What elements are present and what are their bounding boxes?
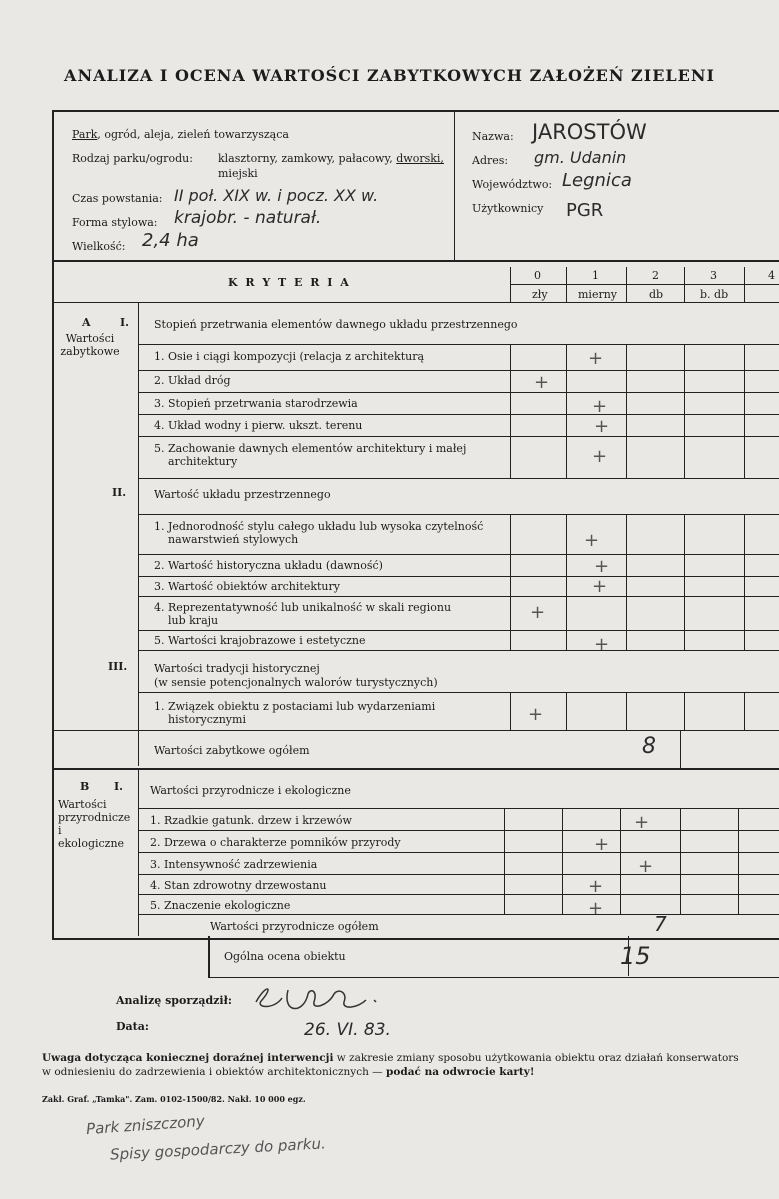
mark-b-3: +: [638, 856, 654, 877]
section-i-title: Stopień przetrwania elementów dawnego układu przestrzennego: [154, 318, 518, 331]
mark-i-1: +: [588, 348, 604, 369]
item-i-1: 1. Osie i ciągi kompozycji (relacja z architekturą: [154, 350, 425, 363]
mark-ii-1: +: [584, 530, 600, 551]
criteria-header: K R Y T E R I A: [228, 276, 351, 289]
score-label-1: mierny: [578, 288, 618, 301]
score-3: 3: [710, 269, 717, 282]
overall-box: [208, 936, 779, 978]
a-total-value: 8: [642, 734, 656, 759]
rodzaj-options-2: miejski: [218, 167, 258, 180]
mark-ii-4: +: [530, 602, 546, 623]
item-i-5: 5. Zachowanie dawnych elementów architektury i małej: [154, 442, 467, 455]
section-a-letter: A: [82, 316, 91, 329]
item-b-4: 4. Stan zdrowotny drzewostanu: [150, 879, 327, 892]
section-a-label: Wartości zabytkowe: [60, 332, 120, 358]
analiza-label: Analizę sporządził:: [116, 994, 232, 1007]
item-ii-2: 2. Wartość historyczna układu (dawność): [154, 559, 383, 572]
item-ii-5: 5. Wartości krajobrazowe i estetyczne: [154, 634, 366, 647]
item-i-5-cont: architektury: [168, 455, 238, 468]
b-total-label: Wartości przyrodnicze ogółem: [210, 920, 379, 933]
item-ii-1: 1. Jednorodność stylu całego układu lub wysoka czytelność: [154, 520, 484, 533]
evaluation-form: [52, 110, 779, 940]
item-b-2: 2. Drzewa o charakterze pomników przyrody: [150, 836, 401, 849]
signature-icon: [248, 980, 388, 1020]
uzytkownicy-value: PGR: [566, 200, 604, 221]
item-i-4: 4. Układ wodny i pierw. ukszt. terenu: [154, 419, 363, 432]
score-label-3: b. db: [700, 288, 729, 301]
note-line-2: Spisy gospodarczy do parku.: [109, 1134, 327, 1164]
nazwa-label: Nazwa:: [472, 130, 514, 143]
section-b-i: I.: [114, 780, 123, 793]
item-b-3: 3. Intensywność zadrzewienia: [150, 858, 318, 871]
a-total-label: Wartości zabytkowe ogółem: [154, 744, 310, 757]
forma-value: krajobr. - naturał.: [174, 208, 322, 228]
score-label-0: zły: [532, 288, 548, 301]
section-ii-title: Wartość układu przestrzennego: [154, 488, 331, 501]
form-title: ANALIZA I OCENA WARTOŚCI ZABYTKOWYCH ZAŁOŻEŃ ZIELENI: [64, 66, 715, 85]
mark-ii-5: +: [594, 634, 610, 655]
overall-label: Ogólna ocena obiektu: [224, 950, 346, 963]
mark-i-2: +: [534, 372, 550, 393]
park-type-label: Park, ogród, aleja, zieleń towarzysząca: [72, 128, 289, 141]
mark-b-4: +: [588, 876, 604, 897]
adres-value: gm. Udanin: [534, 148, 627, 167]
section-b-title: Wartości przyrodnicze i ekologiczne: [150, 784, 351, 797]
score-0: 0: [534, 269, 541, 282]
print-info: Zakł. Graf. „Tamka". Zam. 0102-1500/82. Nakł. 10 000 egz.: [42, 1094, 306, 1104]
section-b-letter: B: [80, 780, 90, 793]
item-i-2: 2. Układ dróg: [154, 374, 231, 387]
signature: [248, 980, 388, 1024]
mark-ii-2: +: [594, 556, 610, 577]
nazwa-value: JAROSTÓW: [532, 120, 647, 144]
rodzaj-label: Rodzaj parku/ogrodu:: [72, 152, 193, 165]
score-4: 4: [768, 269, 775, 282]
section-a-ii: II.: [112, 486, 127, 499]
uwaga-line-1: Uwaga dotycząca koniecznej doraźnej interwencji w zakresie zmiany sposobu użytkowania obiektu oraz działań konserwators: [42, 1052, 739, 1064]
overall-value: 15: [620, 942, 651, 970]
section-a-iii: III.: [108, 660, 128, 673]
section-iii-subtitle: (w sensie potencjonalnych walorów turystycznych): [154, 676, 438, 689]
czas-label: Czas powstania:: [72, 192, 163, 205]
item-ii-4-cont: lub kraju: [168, 614, 219, 627]
b-total-value: 7: [654, 912, 667, 936]
item-ii-3: 3. Wartość obiektów architektury: [154, 580, 340, 593]
mark-b-1: +: [634, 812, 650, 833]
score-2: 2: [652, 269, 659, 282]
data-label: Data:: [116, 1020, 149, 1033]
section-b-label: Wartości przyrodnicze i ekologiczne: [58, 798, 131, 850]
mark-b-5: +: [588, 898, 604, 919]
mark-i-4: +: [594, 416, 610, 437]
item-ii-1-cont: nawarstwień stylowych: [168, 533, 299, 546]
section-a-i: I.: [120, 316, 129, 329]
mark-ii-3: +: [592, 576, 608, 597]
wielkosc-label: Wielkość:: [72, 240, 126, 253]
uzytkownicy-label: Użytkownicy: [472, 202, 544, 215]
wojewodztwo-value: Legnica: [562, 170, 632, 191]
wielkosc-value: 2,4 ha: [142, 230, 199, 251]
mark-iii-1: +: [528, 704, 544, 725]
item-iii-1-cont: historycznymi: [168, 713, 246, 726]
data-value: 26. VI. 83.: [304, 1020, 391, 1040]
score-label-2: db: [649, 288, 664, 301]
uwaga-line-2: w odniesieniu do zadrzewienia i obiektów architektonicznych — podać na odwrocie karty!: [42, 1066, 535, 1078]
item-b-5: 5. Znaczenie ekologiczne: [150, 899, 291, 912]
item-ii-4: 4. Reprezentatywność lub unikalność w skali regionu: [154, 601, 452, 614]
item-i-3: 3. Stopień przetrwania starodrzewia: [154, 397, 358, 410]
mark-i-3: +: [592, 396, 608, 417]
mark-i-5: +: [592, 446, 608, 467]
forma-label: Forma stylowa:: [72, 216, 158, 229]
mark-b-2: +: [594, 834, 610, 855]
item-iii-1: 1. Związek obiektu z postaciami lub wydarzeniami: [154, 700, 436, 713]
czas-value: II poł. XIX w. i pocz. XX w.: [174, 186, 379, 205]
item-b-1: 1. Rzadkie gatunk. drzew i krzewów: [150, 814, 352, 827]
note-line-1: Park zniszczony: [85, 1111, 206, 1139]
section-iii-title: Wartości tradycji historycznej: [154, 662, 320, 675]
adres-label: Adres:: [472, 154, 509, 167]
score-1: 1: [592, 269, 599, 282]
rodzaj-options: klasztorny, zamkowy, pałacowy, dworski,: [218, 152, 444, 165]
wojewodztwo-label: Województwo:: [472, 178, 553, 191]
